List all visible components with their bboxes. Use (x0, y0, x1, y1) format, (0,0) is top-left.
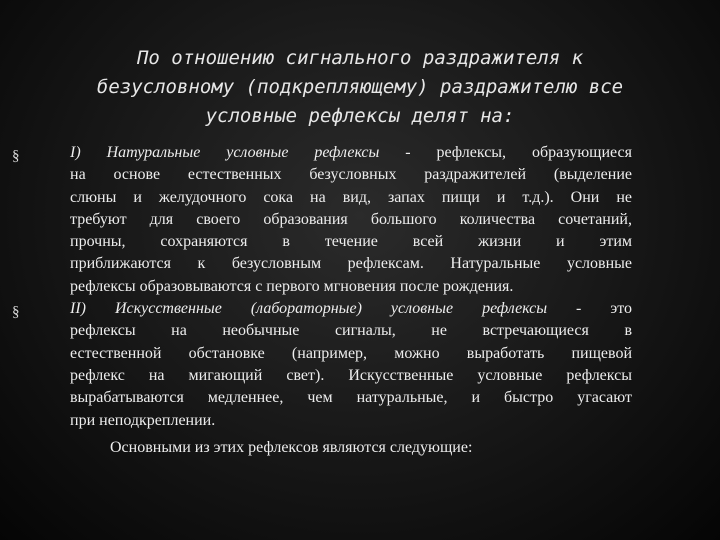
bullet-icon: § (12, 304, 20, 321)
item-line: прочны, сохраняются в течение всей жизни и этим (70, 233, 632, 251)
item-lead: I) Натуральные условные рефлексы (70, 144, 380, 161)
list-item-artificial (12, 298, 632, 432)
item-line: - рефлексы, образующиеся (379, 144, 632, 161)
item-line: слюны и желудочного сока на вид, запах пищи и т.д.). Они не (70, 188, 632, 206)
list-item-natural (12, 142, 632, 298)
slide-title (60, 44, 660, 131)
title-line: По отношению сигнального раздражителя к (136, 47, 584, 69)
item-line: рефлексы образовываются с первого мгновения после рождения. (70, 277, 514, 295)
item-line: рефлексы на необычные сигналы, не встречающиеся в (70, 322, 632, 340)
slide-body (12, 142, 632, 459)
item-line: при неподкреплении. (70, 411, 216, 429)
item-line: на основе естественных безусловных раздражителей (выделение (70, 166, 632, 184)
bullet-icon: § (12, 148, 20, 164)
title-line: безусловному (подкрепляющему) раздражителю все (96, 76, 624, 98)
item-line: приближаются к безусловным рефлексам. Натуральные условные (70, 255, 632, 273)
item-line: вырабатываются медленнее, чем натуральные, и быстро угасают (70, 389, 632, 407)
item-first-line (70, 298, 632, 320)
closing-text: Основными из этих рефлексов являются следующие: (110, 438, 473, 456)
title-line: условные рефлексы делят на: (205, 105, 515, 127)
item-line: рефлекс на мигающий свет). Искусственные условные рефлексы (70, 366, 632, 384)
item-line: требуют для своего образования большого количества сочетаний, (70, 210, 632, 228)
item-line: - это (547, 300, 632, 318)
item-lead: II) Искусственные (лабораторные) условные рефлексы (70, 300, 548, 318)
item-first-line (70, 142, 632, 164)
item-line: естественной обстановке (например, можно выработать пищевой (70, 344, 632, 362)
